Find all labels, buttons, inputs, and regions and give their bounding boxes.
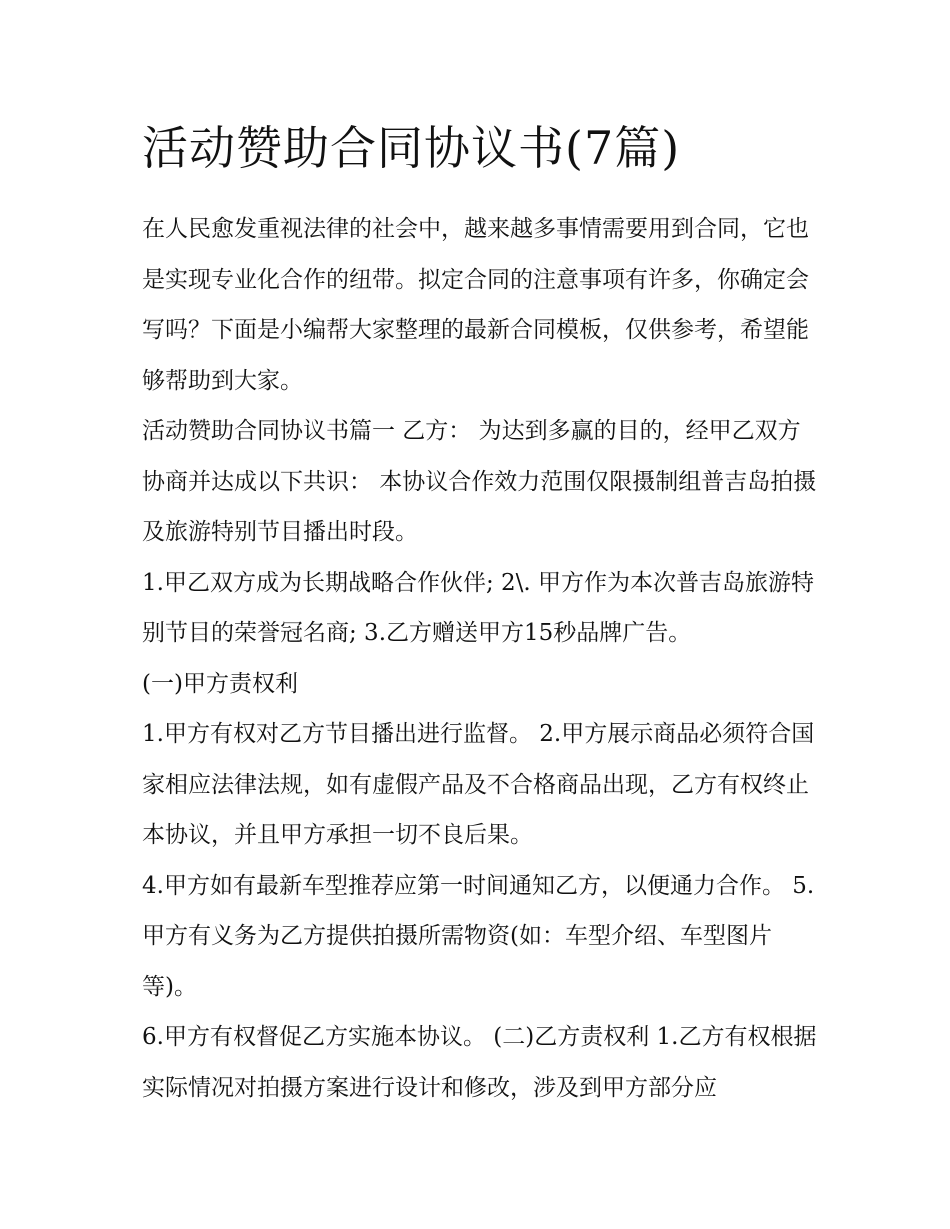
paragraph-clauses-1-3: 1.甲乙双方成为长期战略合作伙伴; 2\. 甲方作为本次普吉岛旅游特别节目的荣誉冠名商; 3.乙方赠送甲方15秒品牌广告。 [142, 569, 815, 646]
paragraph-agreement-one: 活动赞助合同协议书篇一 乙方： 为达到多赢的目的，经甲乙双方协商并达成以下共识： 本协议合作效力范围仅限摄制组普吉岛拍摄及旅游特别节目播出时段。 [142, 418, 817, 545]
paragraph-party-a-6-party-b: 6.甲方有权督促乙方实施本协议。 (二)乙方责权利 1.乙方有权根据实际情况对拍摄方案进行设计和修改，涉及到甲方部分应 [142, 1024, 817, 1101]
paragraph-intro: 在人民愈发重视法律的社会中，越来越多事情需要用到合同，它也是实现专业化合作的纽带。拟定合同的注意事项有许多，你确定会写吗？下面是小编帮大家整理的最新合同模板，仅供参考，希望能够帮助到大家。 [142, 216, 809, 394]
section-heading-party-a: (一)甲方责权利 [142, 670, 298, 697]
paragraph-party-a-rights-4-5: 4.甲方如有最新车型推荐应第一时间通知乙方，以便通力合作。 5.甲方有义务为乙方提供拍摄所需物资(如：车型介绍、车型图片等)。 [142, 872, 815, 1000]
paragraph-party-a-rights-1-2: 1.甲方有权对乙方节目播出进行监督。 2.甲方展示商品必须符合国家相应法律法规，如有虚假产品及不合格商品出现，乙方有权终止本协议，并且甲方承担一切不良后果。 [142, 721, 815, 848]
document-title: 活动赞助合同协议书(7篇) [142, 121, 681, 175]
document-page [142, 110, 822, 1113]
